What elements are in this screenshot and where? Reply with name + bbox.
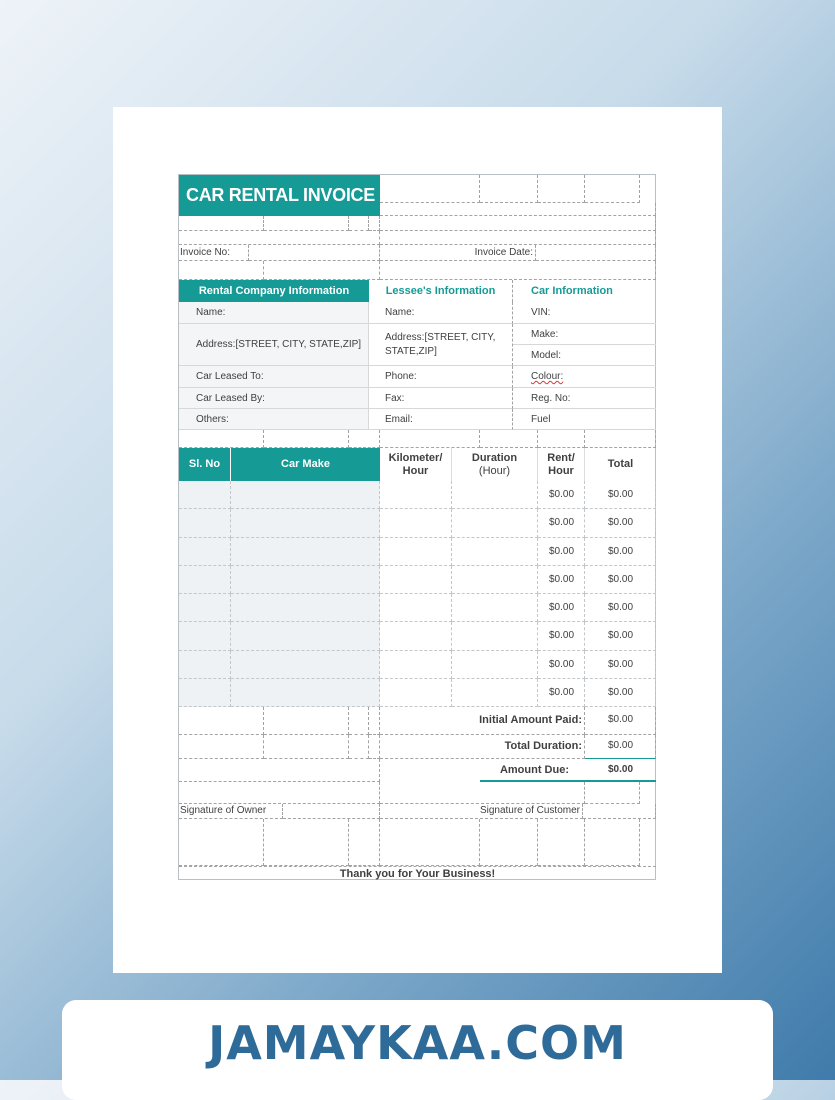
grid-cell bbox=[179, 707, 264, 735]
lessee-address-line2: STATE,ZIP] bbox=[385, 345, 437, 357]
rent-value: $0.00 bbox=[548, 686, 575, 698]
car-model-field[interactable]: Model: bbox=[513, 345, 656, 366]
total-value: $0.00 bbox=[607, 489, 634, 500]
amount-due-label: Amount Due: bbox=[499, 764, 569, 776]
company-name-field[interactable]: Name: bbox=[179, 302, 369, 324]
car-make-cell[interactable] bbox=[231, 566, 380, 594]
invoice-sheet bbox=[178, 174, 656, 880]
lessee-address-field[interactable] bbox=[369, 324, 513, 366]
sl-no-cell[interactable] bbox=[179, 622, 231, 650]
grid-cell bbox=[480, 430, 538, 448]
car-colour-field[interactable] bbox=[513, 366, 656, 388]
duration-cell[interactable] bbox=[452, 651, 538, 679]
grid-cell bbox=[179, 759, 380, 782]
grid-cell bbox=[585, 175, 640, 203]
car-info-header: Car Information bbox=[531, 285, 613, 297]
grid-cell bbox=[369, 216, 380, 231]
grid-cell bbox=[179, 819, 264, 866]
watermark-banner bbox=[62, 1000, 773, 1100]
car-make-cell[interactable] bbox=[231, 509, 380, 537]
sl-no-cell[interactable] bbox=[179, 509, 231, 537]
col-header-rent-line1: Rent/ bbox=[547, 451, 575, 464]
grid-cell bbox=[179, 735, 264, 759]
rent-value: $0.00 bbox=[548, 573, 575, 585]
rent-value: $0.00 bbox=[548, 602, 575, 613]
grid-cell bbox=[179, 261, 264, 280]
watermark-text: JAMAYKAA.COM bbox=[208, 1016, 627, 1070]
grid-cell bbox=[380, 819, 480, 866]
col-header-rent bbox=[538, 448, 585, 481]
total-value: $0.00 bbox=[607, 545, 634, 557]
sl-no-cell[interactable] bbox=[179, 594, 231, 622]
rent-value: $0.00 bbox=[548, 545, 575, 557]
col-header-duration-line2: (Hour) bbox=[478, 464, 511, 477]
grid-cell bbox=[349, 430, 380, 448]
car-make-cell[interactable] bbox=[231, 651, 380, 679]
kilometer-cell[interactable] bbox=[380, 509, 452, 537]
lessee-fax-field[interactable]: Fax: bbox=[369, 388, 513, 409]
thank-you-footer: Thank you for Your Business! bbox=[179, 866, 656, 881]
col-header-kilometer bbox=[380, 448, 452, 481]
grid-cell bbox=[349, 707, 369, 735]
col-header-duration bbox=[452, 448, 538, 481]
total-duration-value: $0.00 bbox=[607, 740, 634, 751]
invoice-no-field[interactable] bbox=[249, 245, 380, 261]
grid-cell bbox=[585, 782, 640, 804]
kilometer-cell[interactable] bbox=[380, 651, 452, 679]
grid-cell bbox=[369, 707, 380, 735]
col-header-car-make: Car Make bbox=[231, 448, 380, 481]
grid-cell bbox=[264, 430, 349, 448]
col-header-sl-no: Sl. No bbox=[179, 448, 231, 481]
grid-cell bbox=[179, 231, 380, 245]
sl-no-cell[interactable] bbox=[179, 538, 231, 566]
rent-value: $0.00 bbox=[548, 517, 575, 529]
lessee-email-field[interactable]: Email: bbox=[369, 409, 513, 430]
total-duration-label: Total Duration: bbox=[504, 740, 582, 752]
car-leased-to-field[interactable]: Car Leased To: bbox=[179, 366, 369, 388]
sl-no-cell[interactable] bbox=[179, 651, 231, 679]
rent-value: $0.00 bbox=[548, 489, 575, 500]
grid-cell bbox=[585, 819, 640, 866]
car-make-cell[interactable] bbox=[231, 594, 380, 622]
invoice-page bbox=[113, 107, 722, 973]
invoice-no-label: Invoice No: bbox=[179, 245, 249, 261]
company-address-field[interactable]: Address:[STREET, CITY, STATE,ZIP] bbox=[179, 324, 369, 366]
grid-cell bbox=[380, 231, 656, 245]
grid-cell bbox=[480, 175, 538, 203]
lessee-name-field[interactable]: Name: bbox=[369, 302, 513, 324]
grid-cell bbox=[264, 216, 349, 231]
initial-amount-value: $0.00 bbox=[607, 714, 634, 725]
initial-amount-label: Initial Amount Paid: bbox=[479, 714, 582, 726]
grid-cell bbox=[380, 203, 656, 216]
owner-signature-label: Signature of Owner bbox=[179, 804, 283, 819]
kilometer-cell[interactable] bbox=[380, 538, 452, 566]
grid-cell bbox=[369, 735, 380, 759]
kilometer-cell[interactable] bbox=[380, 481, 452, 509]
rent-value: $0.00 bbox=[548, 630, 575, 642]
grid-cell bbox=[480, 819, 538, 866]
car-colour-label: Colour: bbox=[531, 371, 564, 382]
col-header-duration-line1: Duration bbox=[471, 451, 518, 464]
rent-value: $0.00 bbox=[548, 658, 575, 670]
customer-signature-label: Signature of Customer bbox=[380, 804, 583, 819]
customer-signature-field[interactable] bbox=[583, 804, 656, 819]
grid-cell bbox=[264, 819, 349, 866]
grid-cell bbox=[380, 175, 480, 203]
duration-cell[interactable] bbox=[452, 594, 538, 622]
grid-cell bbox=[380, 261, 656, 280]
duration-cell[interactable] bbox=[452, 538, 538, 566]
grid-cell bbox=[179, 430, 264, 448]
amount-due-value: $0.00 bbox=[607, 764, 634, 775]
sl-no-cell[interactable] bbox=[179, 566, 231, 594]
grid-cell bbox=[179, 216, 264, 231]
grid-cell bbox=[380, 782, 585, 804]
kilometer-cell[interactable] bbox=[380, 566, 452, 594]
col-header-rent-line2: Hour bbox=[548, 464, 574, 477]
grid-cell bbox=[349, 216, 369, 231]
sl-no-cell[interactable] bbox=[179, 481, 231, 509]
duration-cell[interactable] bbox=[452, 481, 538, 509]
lessee-phone-field[interactable]: Phone: bbox=[369, 366, 513, 388]
invoice-date-field[interactable] bbox=[536, 245, 656, 261]
total-value: $0.00 bbox=[607, 686, 634, 698]
grid-cell bbox=[179, 782, 380, 804]
total-value: $0.00 bbox=[607, 658, 634, 670]
car-vin-field[interactable]: VIN: bbox=[513, 302, 656, 324]
lessee-address-line1: Address:[STREET, CITY, bbox=[385, 331, 496, 343]
duration-cell[interactable] bbox=[452, 679, 538, 707]
grid-cell bbox=[349, 819, 380, 866]
grid-cell bbox=[380, 216, 656, 231]
grid-cell bbox=[538, 819, 585, 866]
kilometer-cell[interactable] bbox=[380, 594, 452, 622]
grid-cell bbox=[264, 261, 380, 280]
invoice-date-label: Invoice Date: bbox=[380, 245, 536, 261]
grid-cell bbox=[264, 735, 349, 759]
col-header-total: Total bbox=[607, 458, 634, 470]
car-make-cell[interactable] bbox=[231, 481, 380, 509]
grid-cell bbox=[538, 430, 585, 448]
car-reg-field[interactable]: Reg. No: bbox=[513, 388, 656, 409]
total-value: $0.00 bbox=[607, 602, 634, 613]
col-header-kilometer-line1: Kilometer/ bbox=[388, 451, 443, 464]
total-value: $0.00 bbox=[607, 573, 634, 585]
kilometer-cell[interactable] bbox=[380, 622, 452, 650]
sl-no-cell[interactable] bbox=[179, 679, 231, 707]
lessee-info-header: Lessee's Information bbox=[369, 280, 513, 302]
invoice-title: CAR RENTAL INVOICE bbox=[179, 175, 380, 216]
grid-cell bbox=[349, 735, 369, 759]
company-info-header: Rental Company Information bbox=[179, 280, 369, 302]
others-field[interactable]: Others: bbox=[179, 409, 369, 430]
car-make-cell[interactable] bbox=[231, 538, 380, 566]
duration-cell[interactable] bbox=[452, 509, 538, 537]
car-leased-by-field[interactable]: Car Leased By: bbox=[179, 388, 369, 409]
duration-cell[interactable] bbox=[452, 566, 538, 594]
duration-cell[interactable] bbox=[452, 622, 538, 650]
grid-cell bbox=[264, 707, 349, 735]
grid-cell bbox=[585, 430, 656, 448]
car-fuel-field[interactable]: Fuel bbox=[513, 409, 656, 430]
owner-signature-field[interactable] bbox=[283, 804, 380, 819]
kilometer-cell[interactable] bbox=[380, 679, 452, 707]
car-make-field[interactable]: Make: bbox=[513, 324, 656, 345]
grid-cell bbox=[380, 430, 480, 448]
total-value: $0.00 bbox=[607, 517, 634, 529]
grid-cell bbox=[538, 175, 585, 203]
car-make-cell[interactable] bbox=[231, 622, 380, 650]
col-header-kilometer-line2: Hour bbox=[402, 464, 429, 477]
total-value: $0.00 bbox=[607, 630, 634, 642]
car-make-cell[interactable] bbox=[231, 679, 380, 707]
